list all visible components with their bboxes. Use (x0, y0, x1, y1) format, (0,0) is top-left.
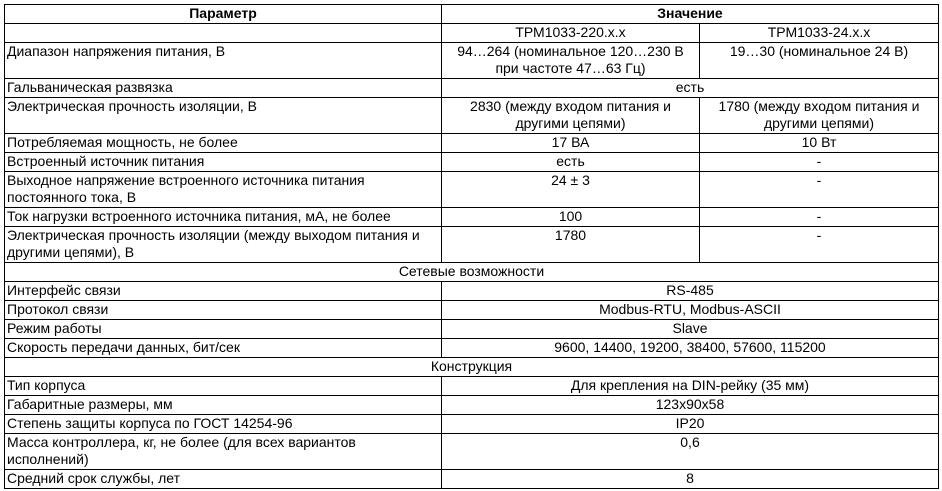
section-title-network: Сетевые возможности (5, 263, 939, 282)
param-label: Протокол связи (5, 301, 442, 320)
value-all: Для крепления на DIN-рейку (35 мм) (442, 377, 939, 396)
value-24: 10 Вт (700, 134, 939, 153)
param-label: Электрическая прочность изоляции (между выходом питания и другими цепями), В (5, 227, 442, 263)
models-row (5, 24, 939, 43)
value-all: IP20 (442, 415, 939, 434)
value-all: 8 (442, 470, 939, 489)
param-label: Средний срок службы, лет (5, 470, 442, 489)
param-label: Масса контроллера, кг, не более (для всех вариантов исполнений) (5, 434, 442, 470)
param-label: Интерфейс связи (5, 282, 442, 301)
table-row (5, 208, 939, 227)
param-label: Степень защиты корпуса по ГОСТ 14254-96 (5, 415, 442, 434)
value-all: RS-485 (442, 282, 939, 301)
table-row (5, 434, 939, 470)
param-label: Выходное напряжение встроенного источника питания постоянного тока, В (5, 172, 442, 208)
value-220: 24 ± 3 (442, 172, 700, 208)
table-row (5, 320, 939, 339)
table-row (5, 43, 939, 79)
param-label: Тип корпуса (5, 377, 442, 396)
param-label: Встроенный источник питания (5, 153, 442, 172)
table-row (5, 79, 939, 98)
section-row-network (5, 263, 939, 282)
table-row (5, 377, 939, 396)
model-24: ТРМ1033-24.х.х (700, 24, 939, 43)
model-220: ТРМ1033-220.х.х (442, 24, 700, 43)
table-row (5, 227, 939, 263)
table-row (5, 153, 939, 172)
param-label: Режим работы (5, 320, 442, 339)
param-label: Габаритные размеры, мм (5, 396, 442, 415)
section-row-construction (5, 358, 939, 377)
section-title-construction: Конструкция (5, 358, 939, 377)
param-label: Ток нагрузки встроенного источника питания, мА, не более (5, 208, 442, 227)
param-label: Гальваническая развязка (5, 79, 442, 98)
table-row (5, 415, 939, 434)
value-all: 123х90х58 (442, 396, 939, 415)
value-220: 17 ВА (442, 134, 700, 153)
value-220: 2830 (между входом питания и другими цепями) (442, 98, 700, 134)
header-value: Значение (442, 5, 939, 24)
value-24: - (700, 153, 939, 172)
value-all: есть (442, 79, 939, 98)
param-label: Диапазон напряжения питания, В (5, 43, 442, 79)
value-all: 9600, 14400, 19200, 38400, 57600, 115200 (442, 339, 939, 358)
value-24: - (700, 208, 939, 227)
table-row (5, 172, 939, 208)
value-24: 1780 (между входом питания и другими цепями) (700, 98, 939, 134)
param-label: Электрическая прочность изоляции, В (5, 98, 442, 134)
table-row (5, 396, 939, 415)
table-row (5, 470, 939, 489)
table-row (5, 134, 939, 153)
value-24: 19…30 (номинальное 24 В) (700, 43, 939, 79)
spec-table (4, 4, 939, 489)
table-row (5, 339, 939, 358)
value-all: Modbus-RTU, Modbus-ASCII (442, 301, 939, 320)
param-label: Потребляемая мощность, не более (5, 134, 442, 153)
header-row (5, 5, 939, 24)
value-220: есть (442, 153, 700, 172)
param-label: Скорость передачи данных, бит/сек (5, 339, 442, 358)
value-all: Slave (442, 320, 939, 339)
header-param: Параметр (5, 5, 442, 24)
value-24: - (700, 227, 939, 263)
value-24: - (700, 172, 939, 208)
table-row (5, 98, 939, 134)
value-220: 94…264 (номинальное 120…230 В при частоте 47…63 Гц) (442, 43, 700, 79)
value-220: 100 (442, 208, 700, 227)
models-empty-cell (5, 24, 442, 43)
value-all: 0,6 (442, 434, 939, 470)
table-row (5, 301, 939, 320)
value-220: 1780 (442, 227, 700, 263)
table-row (5, 282, 939, 301)
